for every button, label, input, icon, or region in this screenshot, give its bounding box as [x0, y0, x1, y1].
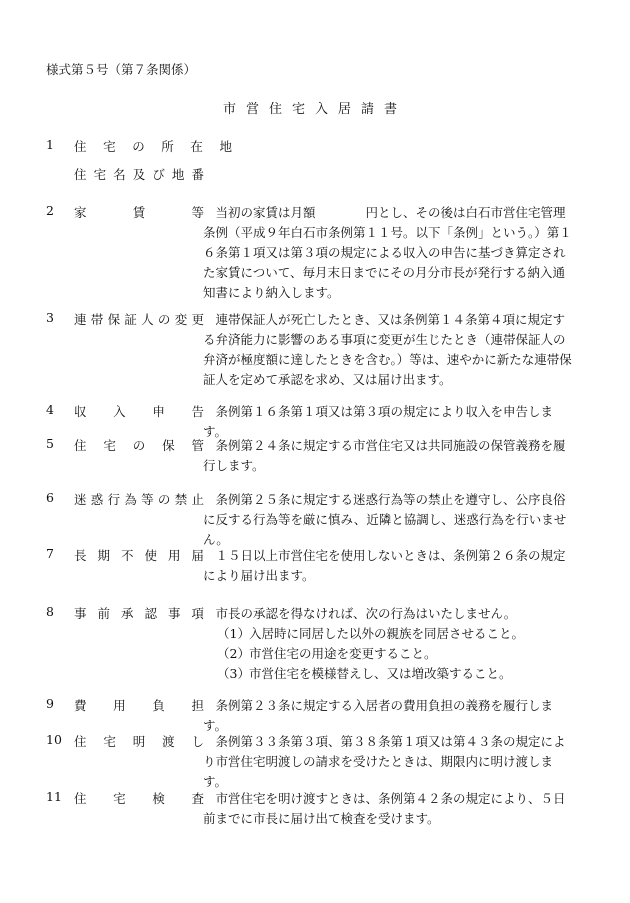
clause-text: 条例第２５条に規定する迷惑行為等の禁止を遵守し、公序良俗に反する行為等を厳に慎み、近隣と協調し、迷惑行為を行いません。	[203, 492, 567, 547]
sub-clause: （2）市営住宅の用途を変更すること。	[217, 646, 437, 661]
clause-number: 6	[46, 490, 54, 505]
document-title: 市営住宅入居請書	[222, 102, 407, 117]
clause-label: 住 宅 の 保 管	[74, 438, 204, 453]
clause-label: 家 賃 等	[74, 205, 204, 220]
clause-number: 5	[46, 436, 54, 451]
clause-text: 条例第３３条第３項、第３８条第１項又は第４３条の規定により市営住宅明渡しの請求を受けたときは、期限内に明け渡します。	[203, 734, 566, 789]
clause-number: 2	[46, 203, 54, 218]
clause-text: 市長の承認を得なければ、次の行為はいたしません。 （1）入居時に同居した以外の親族を同居させること。 （2）市営住宅の用途を変更すること。 （3）市営住宅を模様替えし、又は増改築すること。	[203, 604, 575, 684]
clause-label: 事 前 承 認 事 項	[74, 606, 204, 621]
clause-text: 条例第２４条に規定する市営住宅又は共同施設の保管義務を履行します。	[203, 438, 566, 473]
clause-number: 9	[46, 696, 54, 711]
clause-label: 連 帯 保 証 人 の 変 更	[74, 312, 204, 327]
clause-number: 3	[46, 310, 54, 325]
clause-label: 住 宅 検 査	[74, 791, 204, 806]
clause-label: 長 期 不 使 用 届	[74, 548, 204, 563]
sub-clause: （3）市営住宅を模様替えし、又は増改築すること。	[217, 666, 512, 681]
sub-clause: （1）入居時に同居した以外の親族を同居させること。	[217, 626, 525, 641]
clause-label: 住 宅 明 渡 し	[74, 734, 204, 749]
clause-text: １５日以上市営住宅を使用しないときは、条例第２６条の規定により届け出ます。	[203, 548, 566, 583]
clause-text: 連帯保証人が死亡したとき、又は条例第１４条第４項に規定する弁済能力に影響のある事項に変更が生じたとき（連帯保証人の弁済が極度額に達したときを含む。）等は、速やかに新たな連帯保証人を定めて承認を求め、又は届け出ます。	[203, 312, 572, 387]
clause-label: 費 用 負 担	[74, 698, 204, 713]
clause-number: 4	[46, 402, 54, 417]
clause-text: 条例第２３条に規定する入居者の費用負担の義務を履行します。	[203, 698, 554, 733]
clause-label: 迷 惑 行 為 等 の 禁 止	[74, 492, 204, 507]
clause-text: 条例第１６条第１項又は第３項の規定により収入を申告します。	[203, 404, 554, 439]
clause-label: 収 入 申 告	[74, 404, 204, 419]
clause-number: 8	[46, 604, 54, 619]
clause-label: 住 宅 の 所 在 地	[74, 139, 232, 154]
clause-text: 当初の家賃は月額 円とし、その後は白石市営住宅管理条例（平成９年白石市条例第１１号。以下「条例」という。）第１６条第１項又は第３項の規定による収入の申告に基づき算定された家賃について、毎月末日までにその月分市長が発行する納入通知書により納入します。	[203, 205, 572, 300]
clause-text: 市営住宅を明け渡すときは、条例第４２条の規定により、５日前までに市長に届け出て検査を受けます。	[203, 791, 566, 826]
clause-number: 1	[46, 137, 54, 152]
clause-number: 7	[46, 546, 54, 561]
clause-number: 10	[46, 732, 62, 747]
clause-label-secondary: 住 宅 名 及 び 地 番	[74, 167, 204, 182]
form-number: 様式第５号（第７条関係）	[46, 62, 197, 77]
clause-number: 11	[46, 789, 62, 804]
